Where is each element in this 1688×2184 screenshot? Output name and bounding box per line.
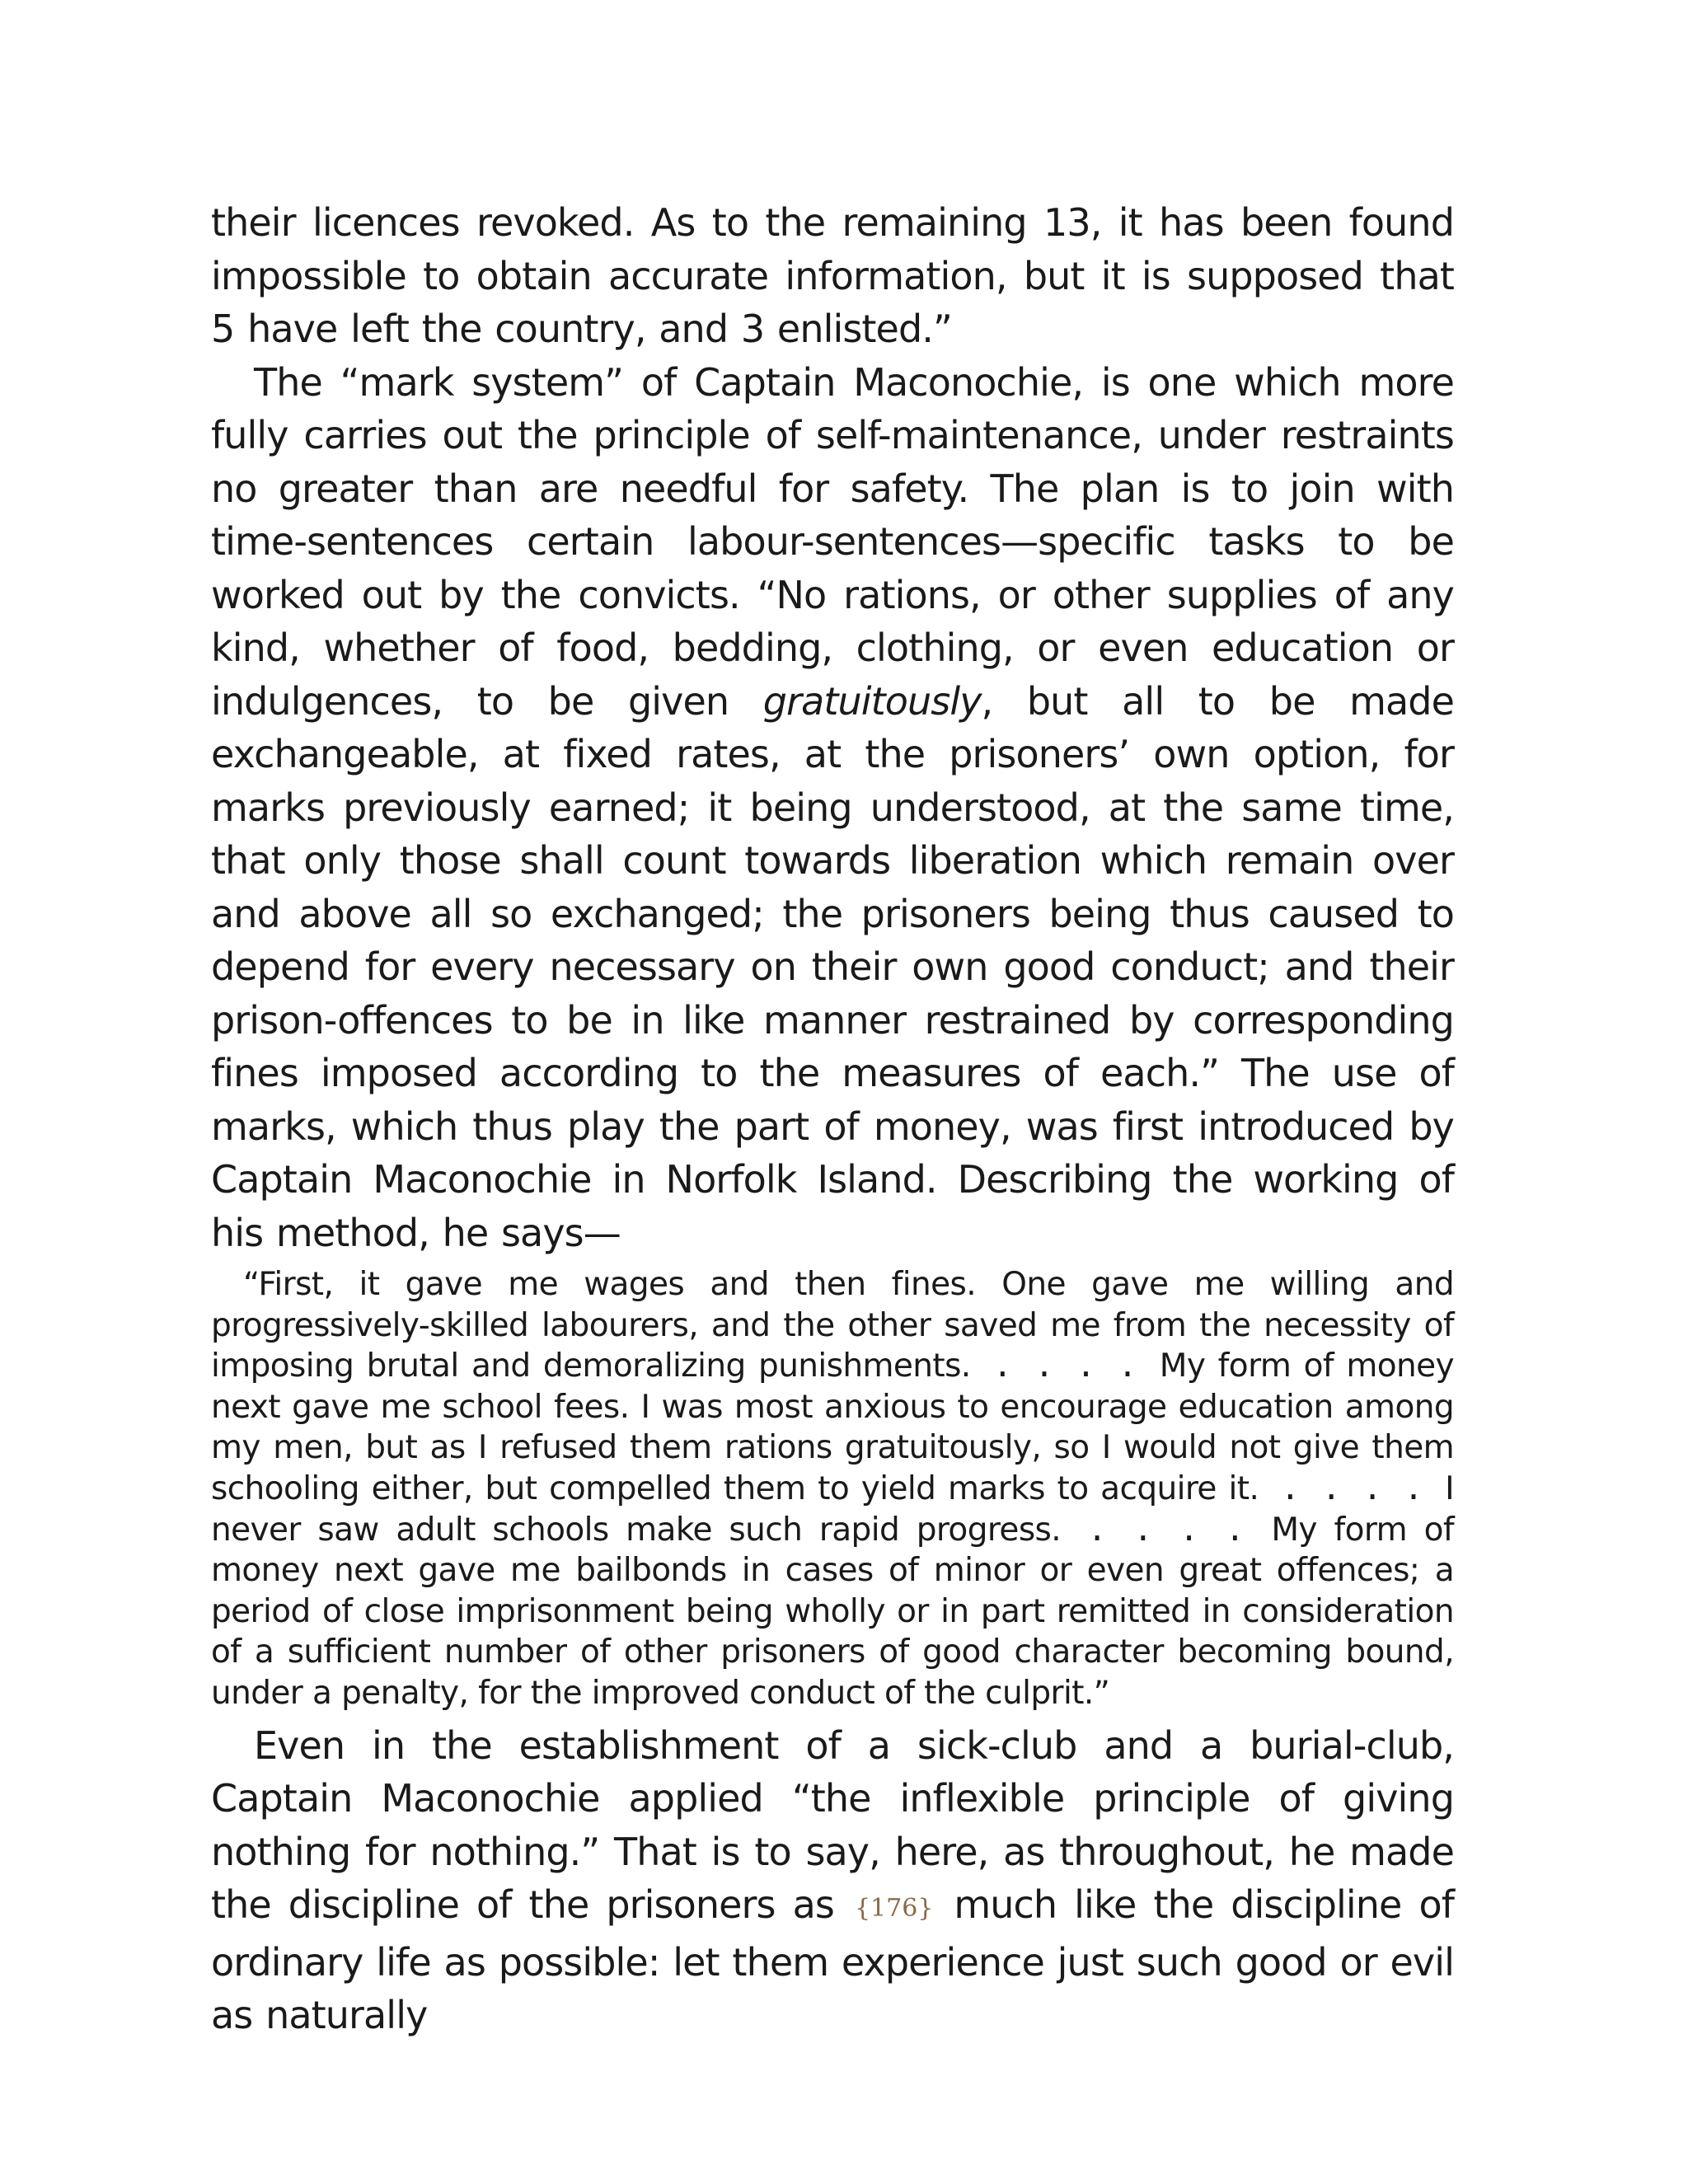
document-page [211, 196, 1454, 2042]
paragraph-continuation: their licences revoked. As to the remaining 13, it has been found impossible to obtain accurate information, but it is supposed that 5 have left the country, and 3 enlisted.” [211, 200, 1454, 351]
block-quotation [211, 1264, 1454, 1714]
quote-text: My form of money next gave me school fees. I was most anxious to encourage education among my men, but as I refused them rations gratuitously, so I would not give them schooling either, but compelled them to yield marks to acquire it. [211, 1347, 1454, 1507]
quote-text: My form of money next gave me bailbonds in cases of minor or even great offences; a period of close imprisonment being wholly or in part remitted in consideration of a sufficient number of other prisoners of good character becoming bound, under a penalty, for the improved conduct of the culprit.” [211, 1511, 1455, 1712]
ellipsis: . . . . [970, 1347, 1160, 1385]
paragraph-sick-club [211, 1719, 1454, 2042]
ellipsis: . . . . [1259, 1469, 1446, 1507]
quote-text: “First, it gave me wages and then fines. One gave me willing and progressively-skilled labourers, and the other saved me from the necessity of imposing brutal and demoralizing punishments. [211, 1266, 1454, 1385]
emphasis-gratuitously: gratuitously [762, 678, 982, 724]
page-number-marker[interactable]: {176} [854, 1894, 934, 1924]
quote-text: I never saw adult schools make such rapid progress. [211, 1469, 1455, 1549]
paragraph-text: The “mark system” of Captain Maconochie, is one which more fully carries out the principle of self-maintenance, under restraints no greater than are needful for safety. The plan is to join with time-sentences certain labour-sentences—specific tasks to be worked out by the convicts. “No rations, or other supplies of any kind, whether of food, bedding, clothing, or even education or indulgences, to be given [211, 359, 1454, 724]
ellipsis: . . . . [1061, 1511, 1272, 1549]
paragraph-text: Even in the establishment of a sick-club and a burial-club, Captain Maconochie applied “the inflexible principle of giving nothing for nothing.” That is to say, here, as throughout, he made the discipline of the prisoners as [211, 1722, 1454, 1928]
paragraph-text: much like the discipline of ordinary life as possible: let them experience just such good or evil as naturally [211, 1882, 1454, 2038]
paragraph-text: , but all to be made exchangeable, at fixed rates, at the prisoners’ own option, for marks previously earned; it being understood, at the same time, that only those shall count towards liberation which remain over and above all so exchanged; the prisoners being thus caused to depend for every necessary on their own good conduct; and their prison-offences to be in like manner restrained by corresponding fines imposed according to the measures of each.” The use of marks, which thus play the part of money, was first introduced by Captain Maconochie in Norfolk Island. Describing the working of his method, he says— [211, 678, 1454, 1255]
paragraph-mark-system [211, 356, 1454, 1260]
